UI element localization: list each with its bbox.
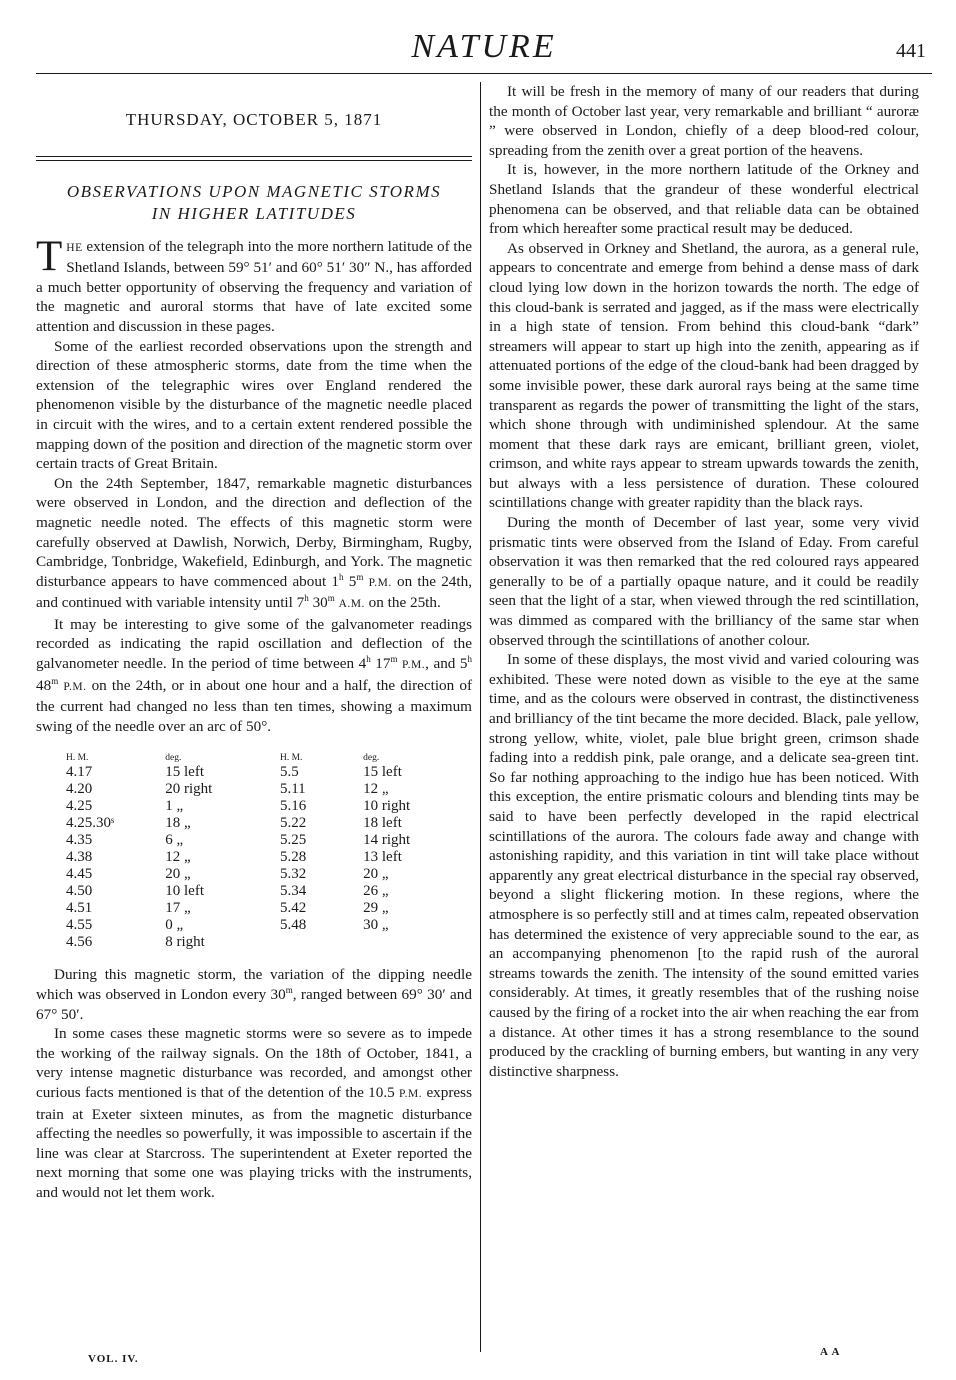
table-body	[66, 764, 472, 951]
table-cell: 4.45	[66, 866, 93, 883]
time-abbrev: P.M.	[368, 576, 392, 589]
text-run: It may be interesting to give some of the galvanometer readings recorded as indicating the rapid oscillation and deflection of the galvanometer needle. In the period of time between 4	[36, 615, 472, 673]
paragraph-9: As observed in Orkney and Shetland, the aurora, as a general rule, appears to concentrate and emerge from behind a dense mass of dark cloud lying low down in the horizon towards the north. The edge of this cloud-bank is serrated and jagged, as if the mass were electrically in a high state of tension. From behind this cloud-bank “dark” streamers will appear to start up high into the zenith, appearing as if attenuated portions of the edge of the cloud-bank had been dragged by some invisible power, these dark auroral rays being at the same time transparent as regards the power of transmitting the light of the stars, which shone through with undiminished splendour. At the same moment that these dark rays are emicant, brilliant green, violet, crimson, and white rays appear to stream upwards towards the zenith, but always with a less persistence of duration. These coloured scintillations change with greater rapidity than the black rays.	[489, 239, 919, 512]
table-cell: 5.48	[279, 917, 307, 934]
paragraph-3	[36, 474, 472, 615]
right-column	[489, 82, 919, 1081]
superscript: m	[51, 675, 59, 686]
table-cell: 30 „	[363, 917, 389, 934]
paragraph-2: Some of the earliest recorded observations upon the strength and direction of these atmospheric storms, date from the time when the extension of the telegraphic wires over England rendered the phenomenon visible by the disturbance of the magnetic needle placed in circuit with the wires, and to a certain extent rendered possible the mapping down of the position and direction of the magnetic storm over certain tracts of Great Britain.	[36, 337, 472, 473]
journal-title: NATURE	[411, 28, 557, 65]
table-header: deg.	[363, 753, 380, 764]
superscript: m	[390, 654, 398, 664]
paragraph-5	[36, 965, 472, 1024]
paragraph-1-text: extension of the telegraph into the more northern latitude of the Shetland Islands, between 59° 51′ and 60° 51′ 30″ N., has afforded a much better opportunity of observing the frequency and variation of the magnetic and auroral storms that have of late excited some attention and discussion in these pages.	[36, 237, 472, 335]
table-row	[66, 883, 472, 900]
table-row	[66, 815, 472, 832]
table-cell: 12 „	[165, 849, 191, 866]
table-cell: 1 „	[165, 798, 184, 815]
time-abbrev: P.M.	[402, 659, 426, 672]
paragraph-4	[36, 615, 472, 737]
superscript: h	[304, 593, 309, 604]
paragraph-7: It will be fresh in the memory of many of our readers that during the month of October last year, very remarkable and brilliant “ auroræ ” were observed in London, chiefly of a deep blood-red colour, spreading from the zenith over a great portion of the heavens.	[489, 83, 919, 159]
table-cell: 10 left	[165, 883, 204, 900]
table-cell: 4.20	[66, 781, 93, 798]
table-cell: 13 left	[363, 849, 402, 866]
text-run: on the 24th, or in about one hour and a half, the direction of the current had changed no less than ten times, showing a maximum swing of the needle over an arc of 50°.	[36, 676, 473, 735]
table-cell: 5.28	[279, 849, 307, 866]
superscript: m	[327, 593, 335, 604]
table-cell: 5.25	[279, 832, 307, 849]
table-cell: 29 „	[363, 900, 389, 917]
superscript: h	[339, 571, 344, 582]
table-cell: 15 left	[363, 764, 402, 781]
table-cell: 5.22	[279, 815, 307, 832]
superscript: h	[467, 654, 473, 664]
table-cell: 5.42	[279, 900, 307, 917]
paragraph-6	[36, 1024, 472, 1202]
left-column	[36, 82, 472, 1203]
table-cell: 4.55	[66, 917, 93, 934]
table-cell: 4.25.30ˢ	[66, 815, 115, 832]
header-rule	[36, 73, 932, 74]
table-cell: 18 left	[363, 815, 402, 832]
table-cell: 5.32	[279, 866, 307, 883]
paragraph-10: During the month of December of last year, some very vivid prismatic tints were observed from the Island of Eday. From careful observation it was then remarked that the red coloured rays appeared generally to be of a partially opaque nature, and it could be readily seen that the light of a star, when viewed through the red scintillation, was dimmed as compared with the brilliancy of the same star when observed through the scintillations of another colour.	[489, 514, 919, 649]
table-cell: 20 „	[165, 866, 191, 883]
table-row	[66, 917, 472, 934]
volume-label: VOL. IV.	[88, 1353, 139, 1365]
time-abbrev: A.M.	[338, 598, 365, 611]
page-number: 441	[896, 40, 926, 62]
table-cell	[280, 934, 363, 951]
paragraph-1-smallcaps: HE	[66, 241, 83, 254]
table-row	[66, 900, 472, 917]
table-cell: 14 right	[363, 832, 411, 849]
galvanometer-readings-table	[66, 752, 472, 951]
issue-dateline: THURSDAY, OCTOBER 5, 1871	[125, 110, 383, 129]
table-row	[66, 764, 472, 781]
table-cell: 4.25	[66, 798, 93, 815]
column-divider	[480, 82, 481, 1352]
drop-cap: T	[36, 232, 63, 280]
table-cell: 10 right	[363, 798, 411, 815]
table-cell: 4.38	[66, 849, 93, 866]
masthead	[36, 28, 932, 74]
superscript: m	[356, 571, 364, 582]
paragraph-8: It is, however, in the more northern latitude of the Orkney and Shetland Islands that the grandeur of these wonderful electrical phenomena can be observed, and that reliable data can be obtained from which hereafter some practical result may be deduced.	[489, 161, 919, 238]
table-cell: 20 right	[165, 781, 213, 798]
table-cell: 4.50	[66, 883, 93, 900]
table-cell: 5.5	[279, 764, 299, 781]
table-cell: 17 „	[165, 900, 191, 917]
text-run: 5	[343, 572, 357, 590]
text-run: express train at Exeter sixteen minutes, as from the magnetic disturbance affecting the needles so powerfully, it was impossible to ascertain if the line was clear at Starcross. The superintendent at Exeter reported the next morning that some one was playing tricks with the instruments, and would not let them work.	[36, 1084, 472, 1201]
table-cell: 0 „	[165, 917, 184, 934]
text-run: On the 24th September, 1847, remarkable magnetic disturbances were observed in London, and the direction and deflection of the magnetic needle noted. The effects of this magnetic storm were carefully observed at Dawlish, Norwich, Derby, Birmingham, Rugby, Cambridge, Tonbridge, Wakefield, Edinburgh, and York. The magnetic disturbance appears to have commenced about 1	[36, 474, 472, 590]
table-row	[66, 934, 472, 951]
table-cell: 15 left	[165, 764, 204, 781]
time-abbrev: P.M.	[399, 1088, 423, 1100]
superscript: m	[285, 984, 293, 995]
article-headline	[36, 181, 472, 225]
table-cell: 18 „	[165, 815, 191, 832]
headline-line-2: IN HIGHER LATITUDES	[151, 203, 357, 223]
text-run: on the 24th, and continued with variable intensity until 7	[36, 572, 473, 612]
table-row	[66, 849, 472, 866]
table-header: H. M.	[279, 753, 303, 764]
text-run: 48	[36, 676, 52, 694]
table-cell: 4.17	[66, 764, 93, 781]
table-row	[66, 832, 472, 849]
paragraph-11: In some of these displays, the most vivid and varied colouring was exhibited. These were noted down as visible to the eye at the same time, and as the colours were observed in contrast, the distinctiveness and brilliancy of the tint became the more decided. Black, pale yellow, strong yellow, white, violet, pale blue bright green, crimson shade fading into a reddish pink, pale orange, and a delicate sea-green tint. So far nothing approaching to the indigo hue has been noticed. With this exception, the entire prismatic colours and blending tints may be said to have been perfectly developed in the rapid electrical scintillations of the aurora. The colours fade away and change with astonishing rapidity, and this variation in tint will take place without apparently any great electrical disturbance in the special ray observed, beyond a slight flickering motion. In these regions, where the atmosphere is so perfectly still and at times calm, repeated observation has determined the existence of very appreciable sound to the ear, as an accompanying phenomenon [to the rapid rush of the auroral streams towards the zenith. The intensity of the sound emitted varies considerably. At times, it greatly resembles that of the rushing noise caused by the firing of a rocket into the air when reaching the ear from a distance. At other times it has a strong resemblance to the sound produced by the crackling of burning embers, but wanting in any very distinctive sharpness.	[489, 651, 919, 1080]
table-header: H. M.	[66, 753, 89, 764]
table-cell: 26 „	[363, 883, 389, 900]
table-cell: 5.16	[279, 798, 307, 815]
superscript: h	[366, 654, 371, 664]
table-row	[66, 866, 472, 883]
text-run: 17	[370, 655, 391, 673]
table-row	[66, 781, 472, 798]
table-cell	[363, 934, 472, 951]
text-run: During this magnetic storm, the variation of the dipping needle which was observed in London every 30	[36, 966, 472, 1004]
table-row	[66, 798, 472, 815]
table-header-row	[66, 752, 472, 764]
headline-line-1: OBSERVATIONS UPON MAGNETIC STORMS	[66, 181, 442, 201]
text-run: 30	[308, 594, 328, 612]
time-abbrev: P.M.	[63, 680, 87, 693]
text-run: In some cases these magnetic storms were so severe as to impede the working of the railway signals. On the 18th of October, 1841, a very intense magnetic disturbance was recorded, and amongst other curious facts mentioned is that of the detention of the 10.5	[36, 1025, 472, 1101]
text-run: , ranged between 69° 30′ and 67° 50′.	[36, 986, 472, 1023]
paragraph-1	[36, 232, 472, 337]
text-run: , and 5	[425, 655, 468, 673]
signature-mark: A A	[820, 1346, 841, 1358]
text-run: on the 25th.	[364, 594, 441, 612]
dateline-double-rule	[36, 156, 472, 161]
table-cell: 6 „	[165, 832, 184, 849]
table-cell: 12 „	[363, 781, 389, 798]
table-cell: 4.51	[66, 900, 93, 917]
table-cell: 4.56	[66, 934, 93, 951]
table-cell: 20 „	[363, 866, 389, 883]
table-cell: 5.34	[279, 883, 307, 900]
table-cell: 5.11	[279, 781, 306, 798]
table-cell: 4.35	[66, 832, 93, 849]
table-cell: 8 right	[165, 934, 205, 951]
table-header: deg.	[165, 753, 182, 764]
